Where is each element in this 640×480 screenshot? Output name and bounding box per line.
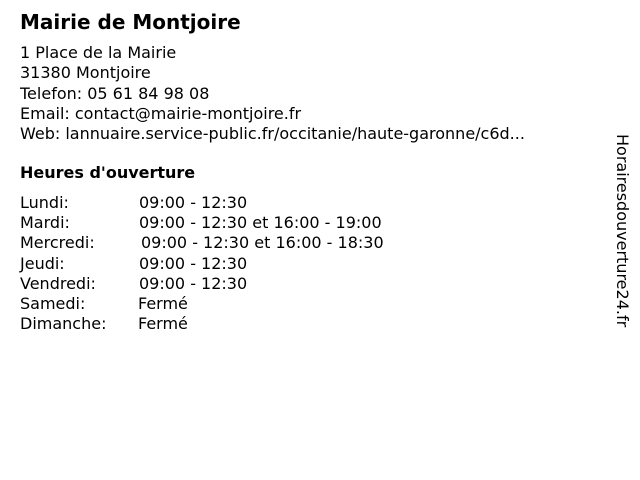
hours-heading: Heures d'ouverture — [20, 163, 196, 182]
day-label: Lundi: — [20, 193, 69, 212]
city-postal-code: 31380 Montjoire — [20, 63, 151, 83]
street-address: 1 Place de la Mairie — [20, 43, 177, 62]
time-value: 09:00 - 12:30 — [139, 253, 248, 273]
time-value: 09:00 - 12:30 et 16:00 - 18:30 — [141, 233, 384, 253]
site-watermark: Horairesdouverture24.fr — [613, 134, 632, 328]
time-value: 09:00 - 12:30 — [139, 193, 248, 212]
day-label: Mardi: — [20, 213, 70, 233]
day-label: Samedi: — [20, 293, 86, 313]
page-title: Mairie de Montjoire — [20, 10, 241, 34]
email-address: Email: contact@mairie-montjoire.fr — [20, 103, 302, 123]
day-label: Jeudi: — [20, 253, 65, 273]
time-value: 09:00 - 12:30 et 16:00 - 19:00 — [139, 213, 382, 233]
time-value: Fermé — [138, 293, 188, 313]
day-label: Dimanche: — [20, 314, 107, 334]
phone-number: Telefon: 05 61 84 98 08 — [20, 83, 210, 103]
time-value: 09:00 - 12:30 — [139, 273, 248, 293]
address-block — [20, 43, 525, 144]
day-label: Mercredi: — [20, 233, 95, 253]
day-label: Vendredi: — [20, 273, 96, 293]
website-url: Web: lannuaire.service-public.fr/occitanie/haute-garonne/c6d... — [20, 124, 525, 144]
time-value: Fermé — [138, 314, 188, 334]
